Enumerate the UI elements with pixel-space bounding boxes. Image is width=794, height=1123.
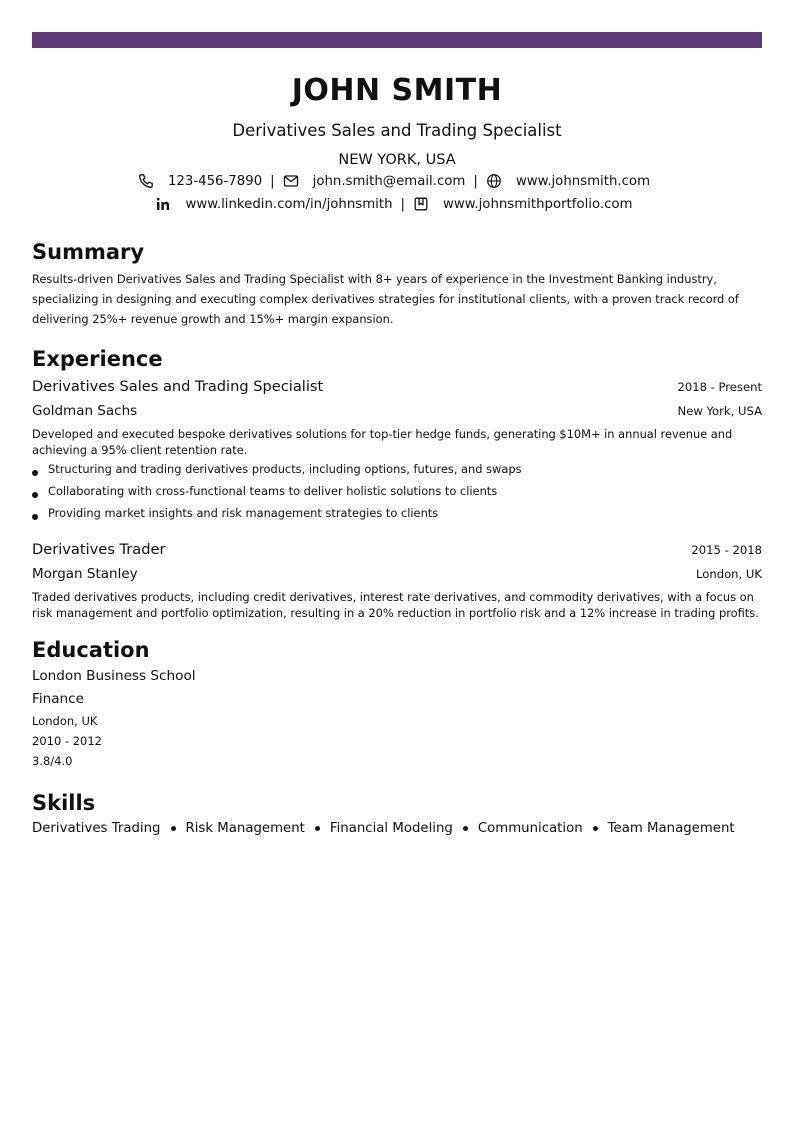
- skill-item: Team Management: [607, 821, 735, 836]
- job-title: Derivatives Trader: [32, 541, 166, 558]
- contact-row-1: [0, 173, 794, 189]
- summary-text: Results-driven Derivatives Sales and Trading Specialist with 8+ years of experience in the Investment Banking industry, specializing in designing and executing complex derivatives strategies for institutional clients, with a proven track record of delivering 25%+ revenue growth and 15%+ margin expansion.: [32, 272, 739, 326]
- job-location: London, UK: [696, 567, 762, 581]
- bullet-dot: [32, 470, 38, 476]
- separator: |: [270, 173, 275, 189]
- separator: |: [473, 173, 478, 189]
- skill-item: Financial Modeling: [329, 821, 453, 836]
- education-heading: Education: [32, 638, 150, 662]
- skill-separator-dot: [463, 826, 468, 831]
- job-location: New York, USA: [677, 404, 762, 418]
- list-item-text: Structuring and trading derivatives products, including options, futures, and swaps: [48, 462, 522, 476]
- skill-separator-dot: [315, 826, 320, 831]
- candidate-name: JOHN SMITH: [291, 73, 503, 108]
- linkedin-link[interactable]: www.linkedin.com/in/johnsmith: [185, 196, 393, 212]
- job-company: Goldman Sachs: [32, 403, 138, 419]
- education-gpa: 3.8/4.0: [32, 754, 73, 768]
- job-dates: 2018 - Present: [677, 380, 762, 394]
- skill-item: Risk Management: [185, 821, 305, 836]
- email-icon: [283, 173, 299, 189]
- skill-item: Derivatives Trading: [32, 821, 161, 836]
- skills-heading: Skills: [32, 791, 96, 815]
- list-item-text: Collaborating with cross-functional teams to deliver holistic solutions to clients: [48, 484, 498, 498]
- portfolio-link[interactable]: www.johnsmithportfolio.com: [442, 196, 633, 212]
- job-company: Morgan Stanley: [32, 566, 138, 582]
- education-location: London, UK: [32, 714, 98, 728]
- candidate-title: Derivatives Sales and Trading Specialist: [232, 121, 562, 140]
- globe-icon: [486, 173, 502, 189]
- contact-row-2: [0, 196, 794, 212]
- bullet-dot: [32, 492, 38, 498]
- education-school: London Business School: [32, 668, 196, 684]
- skills-list: [32, 821, 735, 836]
- list-item-text: Providing market insights and risk management strategies to clients: [48, 506, 439, 520]
- job-dates: 2015 - 2018: [691, 543, 762, 557]
- list-item: [32, 506, 762, 520]
- list-item: [32, 462, 762, 476]
- phone-number: 123-456-7890: [167, 173, 263, 189]
- email-link[interactable]: john.smith@email.com: [312, 173, 466, 189]
- skill-separator-dot: [171, 826, 176, 831]
- accent-bar-fill: [32, 32, 762, 48]
- skill-item: Communication: [477, 821, 583, 836]
- linkedin-icon: [155, 196, 171, 212]
- bullet-dot: [32, 514, 38, 520]
- candidate-location: NEW YORK, USA: [338, 152, 456, 168]
- phone-icon: [138, 173, 154, 189]
- experience-heading: Experience: [32, 347, 163, 371]
- education-field: Finance: [32, 691, 85, 707]
- education-dates: 2010 - 2012: [32, 734, 102, 748]
- website-link[interactable]: www.johnsmith.com: [515, 173, 651, 189]
- portfolio-icon: [413, 196, 429, 212]
- summary-heading: Summary: [32, 240, 145, 264]
- skill-separator-dot: [593, 826, 598, 831]
- accent-bar: [32, 32, 762, 48]
- job-description: Traded derivatives products, including credit derivatives, interest rate derivatives, and commodity derivatives, with a focus on risk management and portfolio optimization, resulting in a 20% reduction in portfolio risk and a 12% increase in trading profits.: [32, 590, 759, 620]
- separator: |: [400, 196, 405, 212]
- job-description: Developed and executed bespoke derivatives solutions for top-tier hedge funds, generating $10M+ in annual revenue and achieving a 95% client retention rate.: [32, 427, 733, 457]
- job-title: Derivatives Sales and Trading Specialist: [32, 378, 324, 395]
- list-item: [32, 484, 762, 498]
